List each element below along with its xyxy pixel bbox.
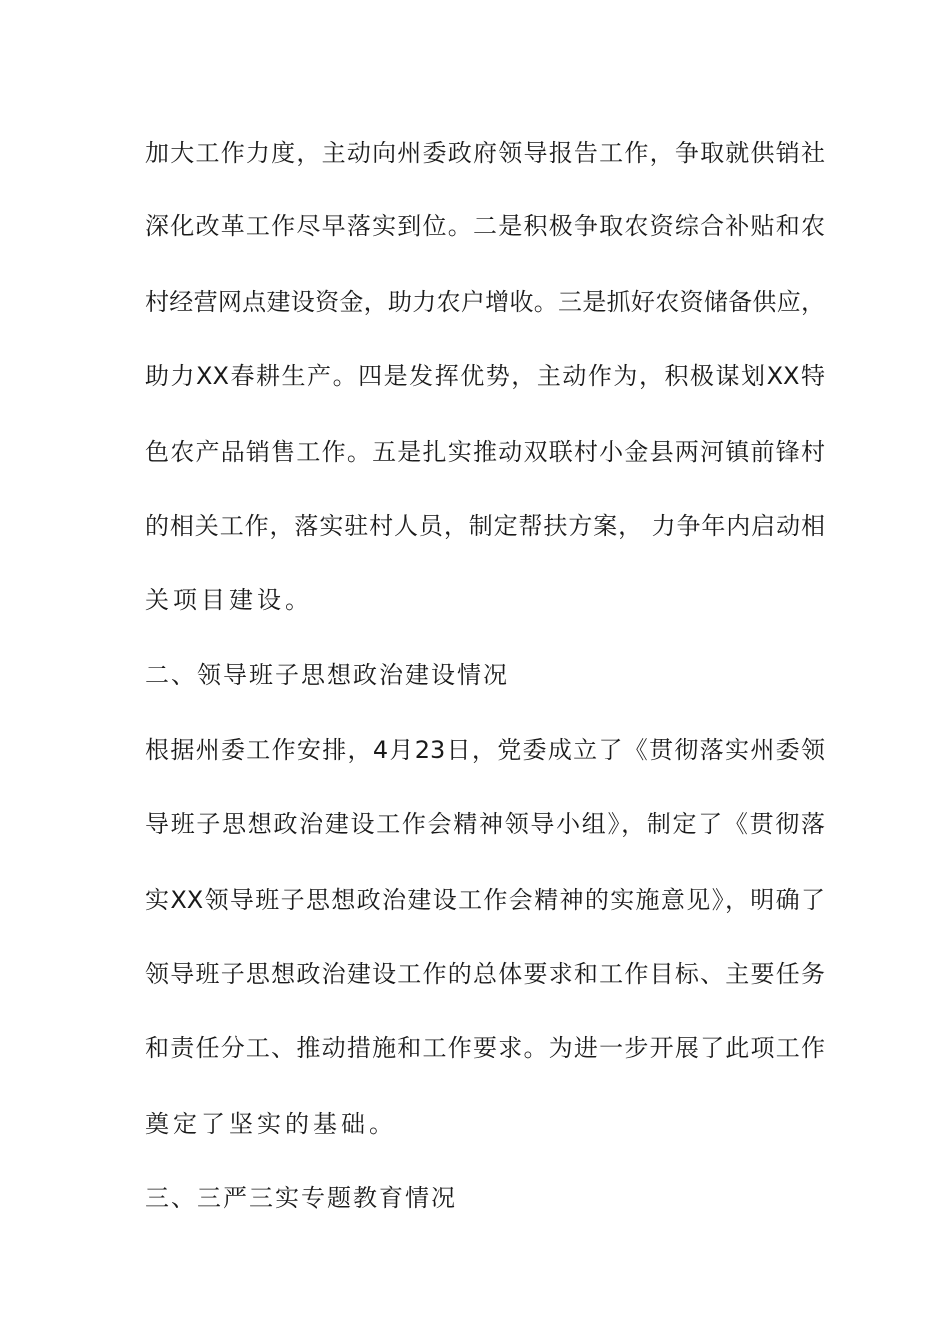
paragraph-line: 助力XX春耕生产。四是发挥优势，主动作为，积极谋划XX特 bbox=[145, 362, 825, 390]
paragraph-line: 导班子思想政治建设工作会精神领导小组》，制定了《贯彻落 bbox=[145, 810, 825, 838]
paragraph-line: 奠定了坚实的基础。 bbox=[145, 1110, 397, 1138]
paragraph-line: 色农产品销售工作。五是扎实推动双联村小金县两河镇前锋村 bbox=[145, 438, 825, 466]
paragraph-line: 加大工作力度，主动向州委政府领导报告工作，争取就供销社 bbox=[145, 139, 825, 167]
paragraph-line: 和责任分工、推动措施和工作要求。为进一步开展了此项工作 bbox=[145, 1034, 825, 1062]
section-heading: 二、领导班子思想政治建设情况 bbox=[145, 661, 509, 689]
paragraph-line: 根据州委工作安排，4月23日，党委成立了《贯彻落实州委领 bbox=[145, 736, 825, 764]
paragraph-line: 深化改革工作尽早落实到位。二是积极争取农资综合补贴和农 bbox=[145, 212, 825, 240]
paragraph-line: 关项目建设。 bbox=[145, 586, 313, 614]
paragraph-line: 领导班子思想政治建设工作的总体要求和工作目标、主要任务 bbox=[145, 960, 825, 988]
paragraph-line: 村经营网点建设资金，助力农户增收。三是抓好农资储备供应， bbox=[145, 288, 825, 316]
section-heading: 三、三严三实专题教育情况 bbox=[145, 1184, 457, 1212]
paragraph-line: 的相关工作，落实驻村人员，制定帮扶方案， 力争年内启动相 bbox=[145, 512, 825, 540]
paragraph-line: 实XX领导班子思想政治建设工作会精神的实施意见》，明确了 bbox=[145, 886, 825, 914]
